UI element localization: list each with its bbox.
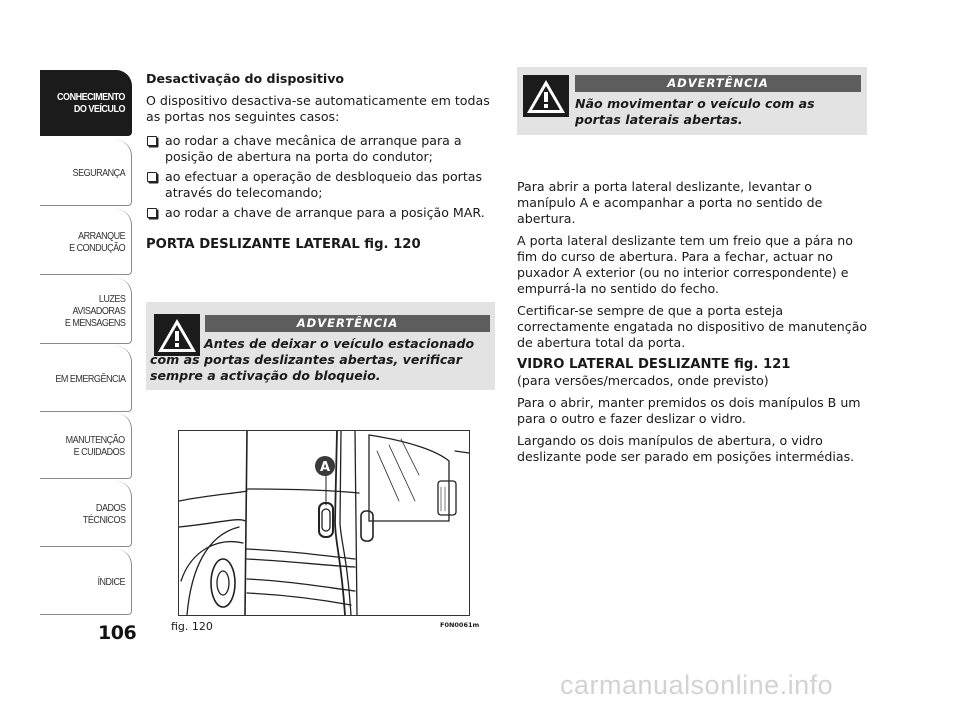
tab-label: ARRANQUE E CONDUÇÃO <box>68 229 125 254</box>
section-title: VIDRO LATERAL DESLIZANTE fig. 121 <box>517 357 791 372</box>
paragraph: A porta lateral deslizante tem um freio que a pára no fim do curso de abertura. Para a fechar, actuar no puxador A exterior (ou no interior correspondente) e empurrá-la no sentido do fecho. <box>517 233 853 296</box>
warning-text: Antes de deixar o veículo estacionado com as portas deslizantes abertas, verificar sempre a activação do bloqueio. <box>150 336 475 383</box>
warning-text: Não movimentar o veículo com as portas laterais abertas. <box>575 96 815 127</box>
list-item: ao rodar a chave de arranque para a posição MAR. <box>146 205 501 221</box>
paragraph: Para abrir a porta lateral deslizante, levantar o manípulo A e acompanhar a porta no sentido de abertura. <box>517 179 823 226</box>
warning-box <box>517 67 867 135</box>
list-item: ao efectuar a operação de desbloqueio das portas através do telecomando; <box>146 169 501 201</box>
tab-luzes-avisadoras[interactable] <box>40 278 132 344</box>
figure-code: F0N0061m <box>440 621 480 629</box>
warning-box <box>146 302 495 390</box>
left-column <box>146 71 501 253</box>
paragraph: Certificar-se sempre de que a porta esteja correctamente engatada no dispositivo de manutenção de abertura total da porta. <box>517 303 868 350</box>
warning-title: ADVERTÊNCIA <box>205 315 490 332</box>
section-subtitle: (para versões/mercados, onde previsto) <box>517 373 769 388</box>
tab-conhecimento-do-veiculo[interactable] <box>40 70 132 136</box>
right-column <box>517 179 872 465</box>
callout-label: A <box>319 460 331 475</box>
paragraph: Para o abrir, manter premidos os dois manípulos B um para o outro e fazer deslizar o vidro. <box>517 395 861 426</box>
warning-triangle-icon <box>523 75 569 117</box>
tab-label: DADOS TÉCNICOS <box>82 501 125 526</box>
watermark: carmanualsonline.info <box>560 670 834 700</box>
bullet-list <box>146 133 501 221</box>
intro-paragraph: O dispositivo desactiva-se automaticamente em todas as portas nos seguintes casos: <box>146 93 490 124</box>
tab-indice[interactable] <box>40 549 132 615</box>
tab-label: MANUTENÇÃO E CUIDADOS <box>65 433 125 458</box>
van-side-illustration <box>179 431 469 615</box>
tab-label: SEGURANÇA <box>72 166 125 179</box>
figure-caption: fig. 120 <box>171 620 213 633</box>
tab-arranque-e-conducao[interactable] <box>40 209 132 275</box>
tab-label: EM EMERGÊNCIA <box>54 372 125 385</box>
tab-dados-tecnicos[interactable] <box>40 481 132 547</box>
warning-title: ADVERTÊNCIA <box>575 75 861 92</box>
tab-label: CONHECIMENTO DO VEÍCULO <box>57 90 125 115</box>
tab-em-emergencia[interactable] <box>40 346 132 412</box>
section-heading: Desactivação do dispositivo <box>146 71 345 86</box>
tab-label: ÍNDICE <box>97 575 125 588</box>
tab-manutencao-e-cuidados[interactable] <box>40 413 132 479</box>
section-title: PORTA DESLIZANTE LATERAL fig. 120 <box>146 237 421 252</box>
paragraph: Largando os dois manípulos de abertura, o vidro deslizante pode ser parado em posições intermédias. <box>517 433 855 464</box>
list-item: ao rodar a chave mecânica de arranque para a posição de abertura na porta do condutor; <box>146 133 501 165</box>
tab-label: LUZES AVISADORAS E MENSAGENS <box>64 292 125 329</box>
page-number: 106 <box>98 622 137 644</box>
tab-seguranca[interactable] <box>40 140 132 206</box>
figure-van-side-door <box>178 430 470 616</box>
